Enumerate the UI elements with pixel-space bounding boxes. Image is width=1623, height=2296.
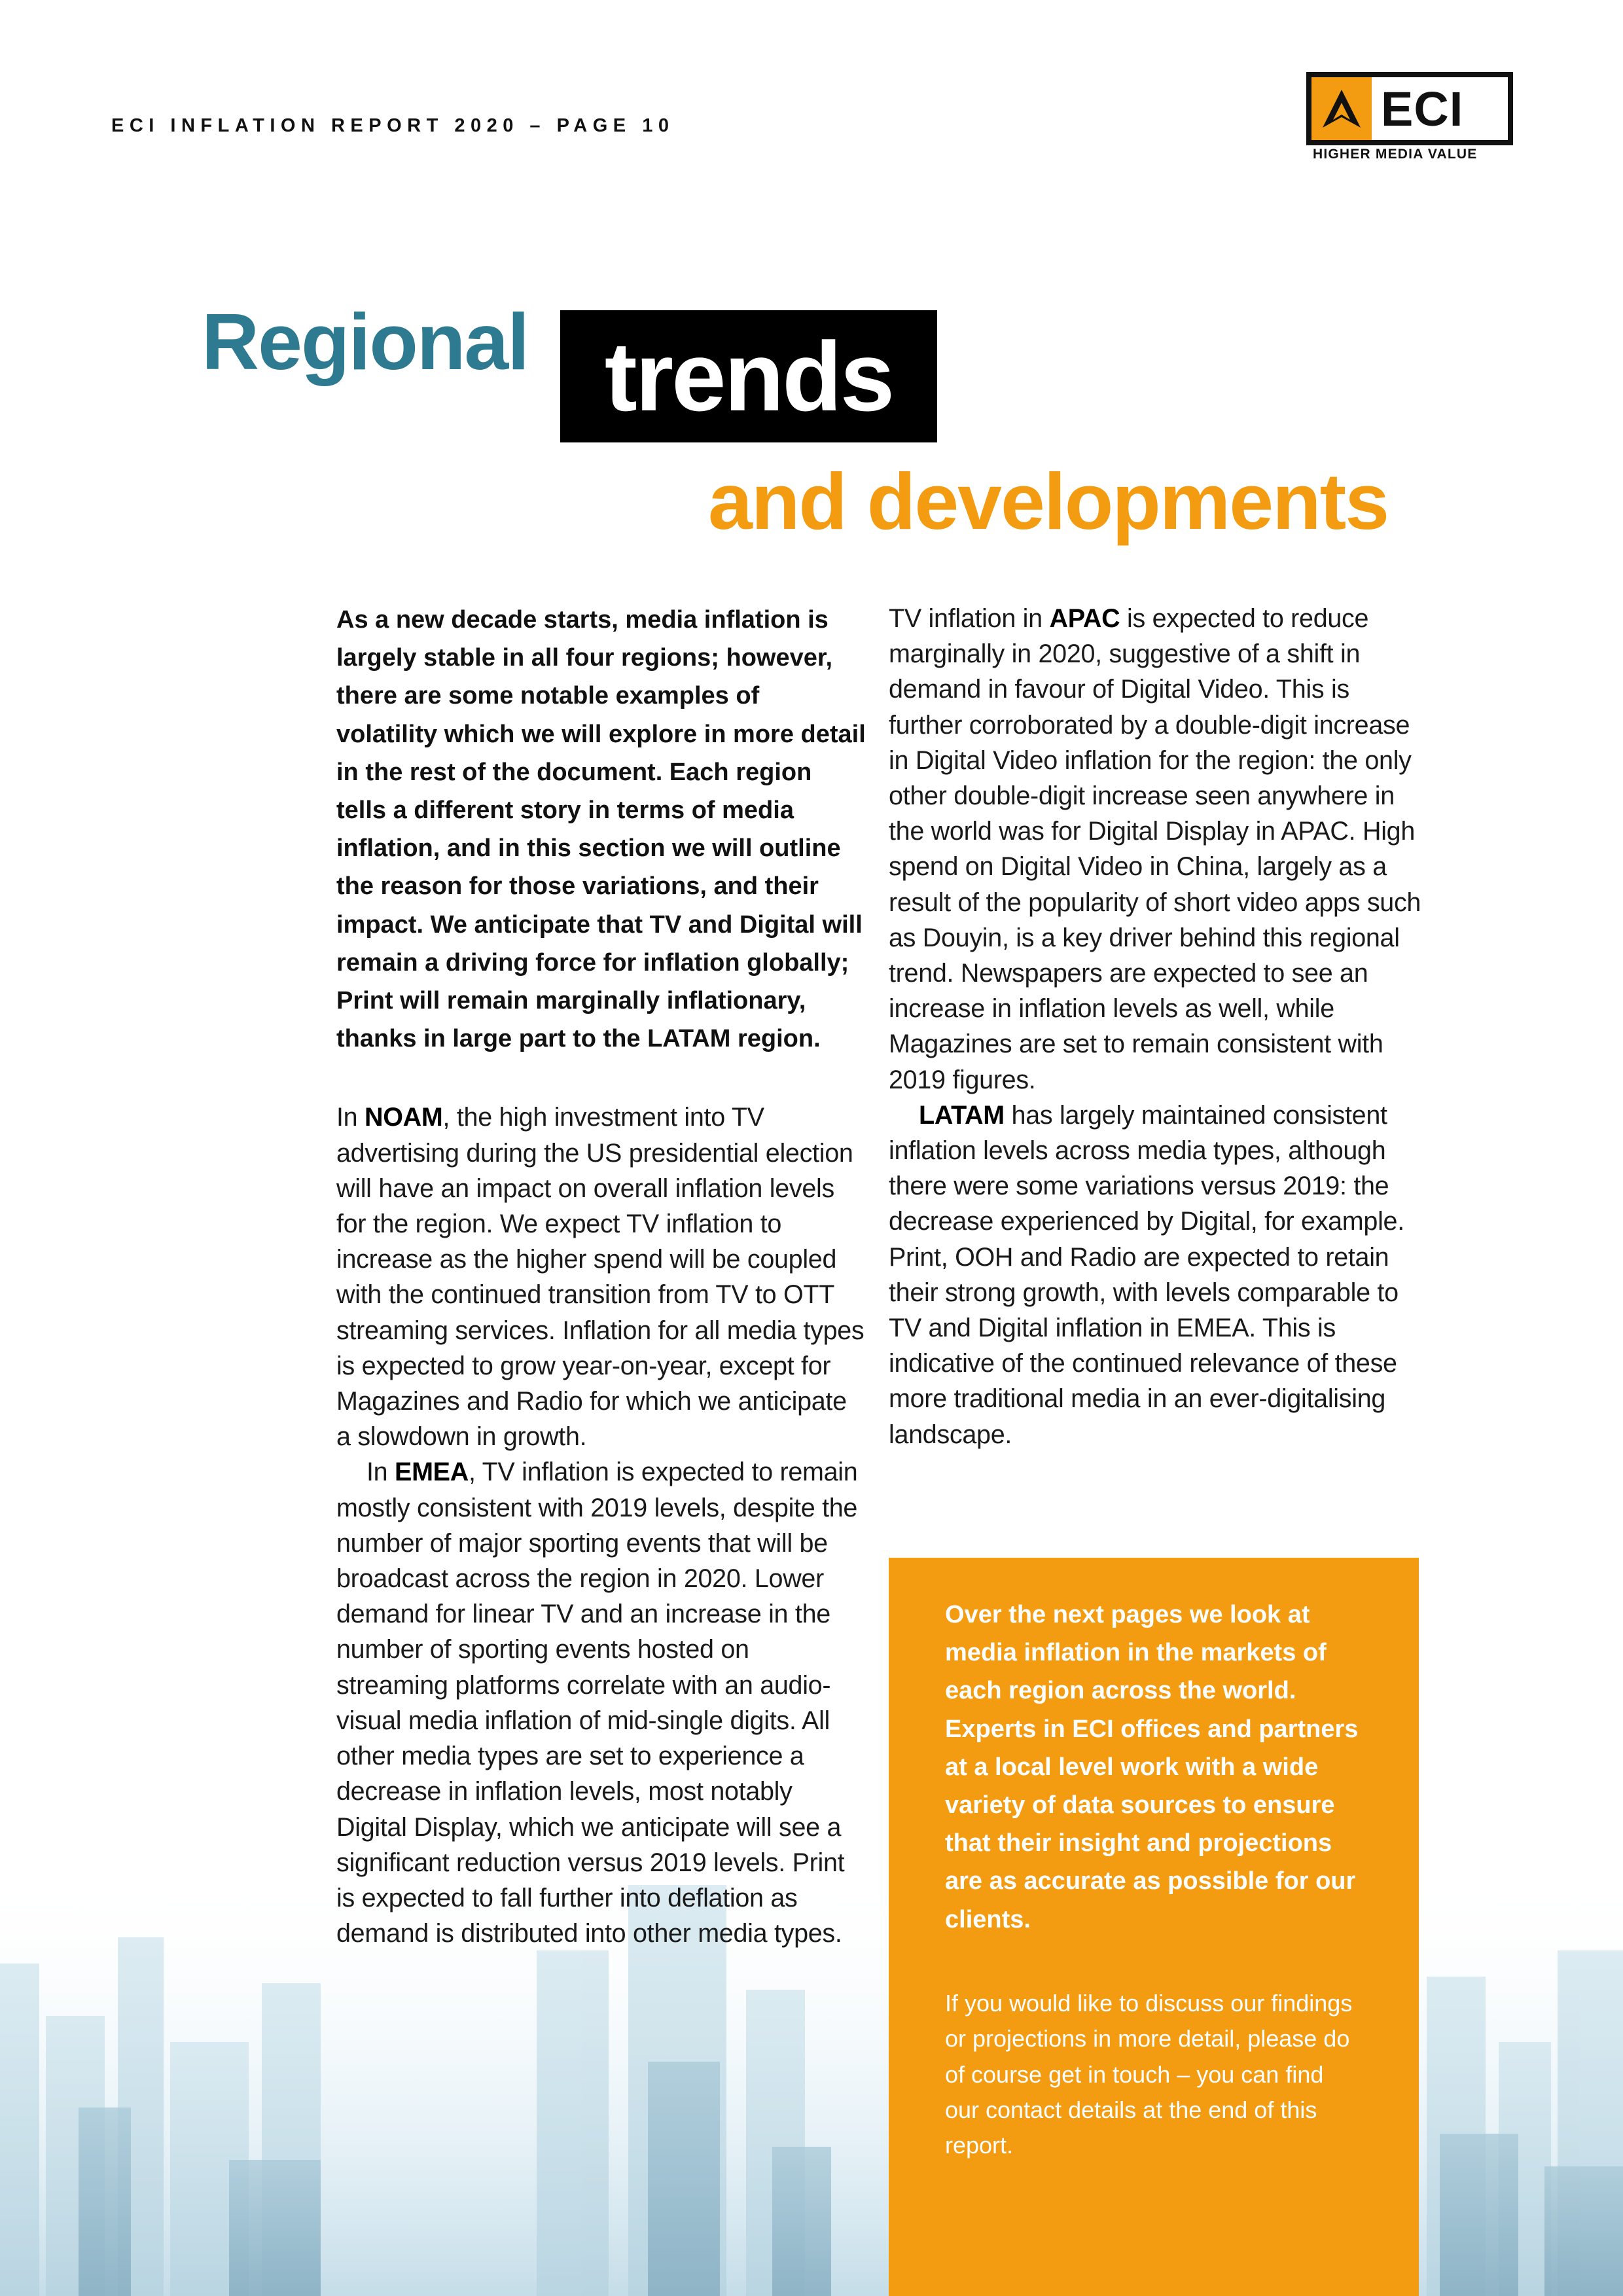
noam-lead: In — [336, 1103, 365, 1132]
arrow-triangle-icon — [1311, 77, 1372, 140]
latam-text: has largely maintained consistent inflation levels across media types, although there were some variations versus 2019: the decrease experienced by Digital, for example. Print, OOH and Radio are expected to retain their strong growth, with levels comparable to TV and Digital inflation in EMEA. This is indicative of the continued relevance of these more traditional media in an ever-digitalising landscape. — [889, 1100, 1404, 1449]
callout-box — [889, 1558, 1419, 2296]
noam-text: , the high investment into TV advertising during the US presidential election will have an impact on overall inflation levels for the region. We expect TV inflation to increase as the higher spend will be coupled with the continued transition from TV to OTT streaming services. Inflation for all media types is expected to grow year-on-year, except for Magazines and Radio for which we anticipate a slowdown in growth. — [336, 1103, 865, 1452]
callout-body: If you would like to discuss our findings or projections in more detail, please do of course get in touch – you can find our contact details at the end of this report. — [945, 1989, 1353, 2159]
apac-text: is expected to reduce marginally in 2020, suggestive of a shift in demand in favour of Digital Video. This is further corroborated by a double-digit increase in Digital Video inflation for the region: the only other double-digit increase seen anywhere in the world was for Digital Display in APAC. High spend on Digital Video in China, largely as a result of the popularity of short video apps such as Douyin, is a key driver behind this regional trend. Newspapers are expected to see an increase in inflation levels as well, while Magazines are set to remain consistent with 2019 figures. — [889, 604, 1421, 1094]
logo-tagline: HIGHER MEDIA VALUE — [1313, 147, 1478, 162]
title-trends: trends — [560, 310, 937, 442]
apac-region: APAC — [1049, 604, 1120, 633]
left-column — [336, 601, 866, 1951]
latam-region: LATAM — [919, 1100, 1005, 1130]
intro-paragraph: As a new decade starts, media inflation is largely stable in all four regions; however, there are some notable examples of volatility which we will explore in more detail in the rest of the document. Each region tells a different story in terms of media inflation, and in this section we will outline the reason for those variations, and their impact. We anticipate that TV and Digital will remain a driving force for inflation globally; Print will remain marginally inflationary, thanks in large part to the LATAM region. — [336, 606, 866, 1053]
latam-paragraph — [889, 1098, 1425, 1452]
running-header: ECI INFLATION REPORT 2020 – PAGE 10 — [111, 115, 675, 136]
logo-brand: ECI — [1381, 81, 1464, 136]
emea-lead: In — [366, 1458, 395, 1487]
eci-logo — [1306, 72, 1513, 166]
callout-lead: Over the next pages we look at media inflation in the markets of each region across the world. Experts in ECI offices and partners at a local level work with a wide variety of data sources to ensure that their insight and projections are as accurate as possible for our clients. — [945, 1601, 1359, 1933]
noam-paragraph — [336, 1100, 866, 1454]
noam-region: NOAM — [365, 1103, 443, 1132]
right-column — [889, 601, 1425, 1452]
emea-text: , TV inflation is expected to remain mostly consistent with 2019 levels, despite the number of major sporting events that will be broadcast across the region in 2020. Lower demand for linear TV and an increase in the number of sporting events hosted on streaming platforms correlate with an audio-visual media inflation of mid-single digits. All other media types are set to experience a decrease in inflation levels, most notably Digital Display, which we anticipate will see a significant reduction versus 2019 levels. Print is expected to fall further into deflation as demand is distributed into other media types. — [336, 1458, 858, 1948]
emea-paragraph — [336, 1454, 866, 1951]
apac-paragraph — [889, 601, 1425, 1098]
logo-box — [1306, 72, 1513, 145]
emea-region: EMEA — [395, 1458, 469, 1487]
apac-lead: TV inflation in — [889, 604, 1050, 633]
title-regional: Regional — [202, 297, 529, 386]
title-and-developments: and developments — [708, 457, 1389, 546]
